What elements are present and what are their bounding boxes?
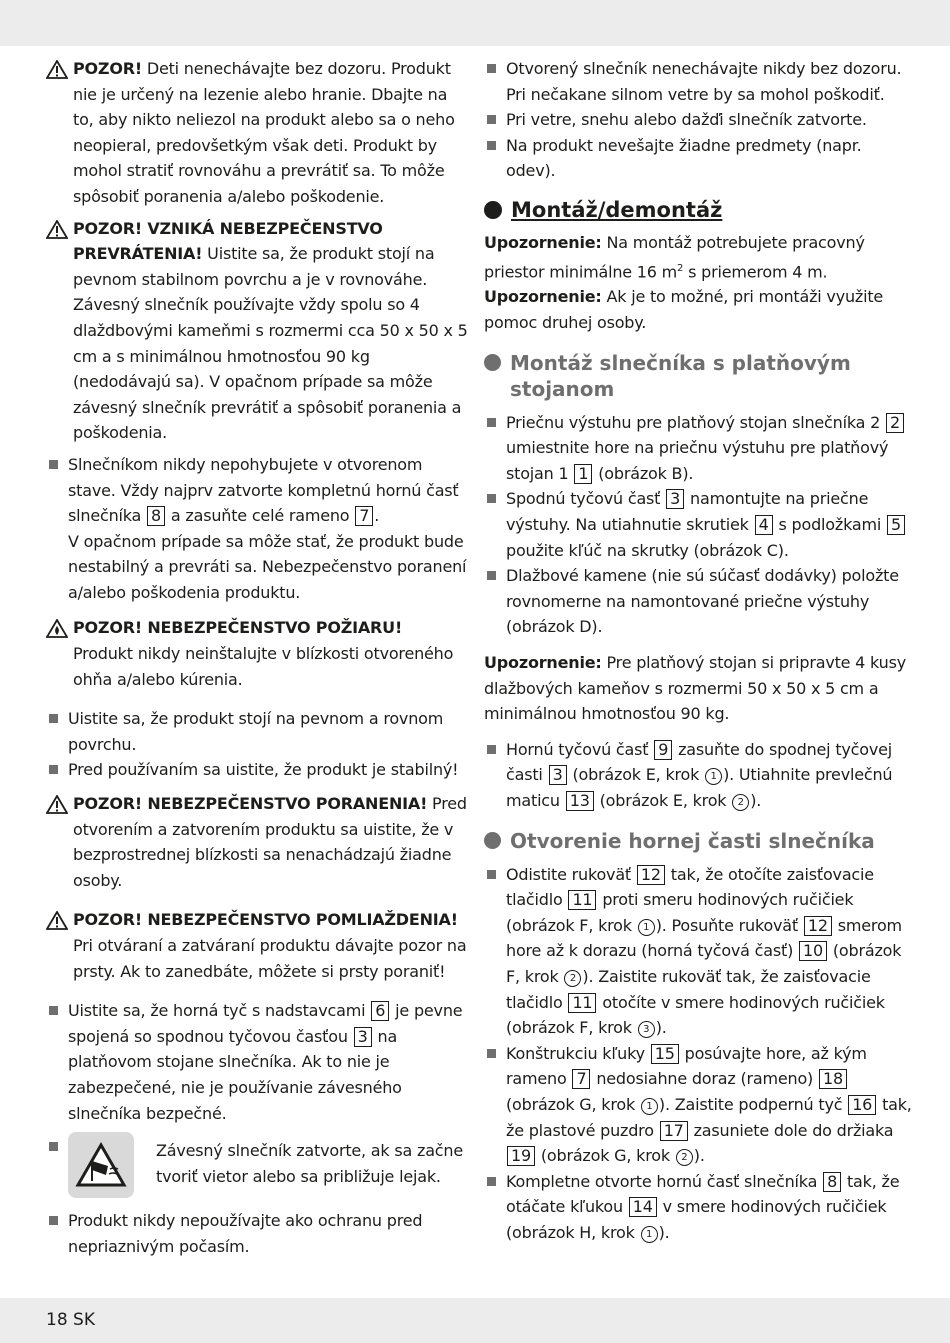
bullet-icon: [49, 1142, 58, 1151]
note: [484, 284, 914, 335]
part-number: 10: [799, 941, 827, 961]
part-number: 7: [355, 506, 373, 526]
step-number: 3: [638, 1021, 655, 1038]
text: (obrázok G, krok: [540, 1146, 670, 1166]
part-number: 1: [574, 464, 592, 484]
warning-title: POZOR! NEBEZPEČENSTVO POMLIAŽDENIA!: [73, 910, 458, 930]
text: s priemerom 4 m.: [683, 261, 828, 281]
list-item: [46, 998, 468, 1126]
step-number: 1: [641, 1098, 658, 1115]
text: ).: [655, 1018, 667, 1038]
text: tak, že plastové puzdro: [506, 1094, 912, 1140]
part-number: 3: [549, 765, 567, 785]
warning-tipping: [46, 216, 468, 446]
step-number: 2: [732, 794, 749, 811]
text: a zasuňte celé rameno: [170, 506, 350, 526]
warning-icon: [46, 795, 68, 814]
text: namontujte na priečne výstuhy. Na utiahnutie skrutiek: [506, 489, 869, 535]
step-number: 2: [564, 970, 581, 987]
text: Odistite rukoväť: [506, 864, 632, 884]
bullet-icon: [49, 765, 58, 774]
text: ). Zaistite podpernú tyč: [658, 1094, 843, 1114]
section-heading-assembly: [484, 198, 914, 222]
text: (obrázok B).: [598, 463, 694, 483]
list-item: [46, 757, 468, 783]
section-heading-base-assembly: [484, 350, 914, 402]
part-number: 12: [804, 916, 832, 936]
warning-title: POZOR!: [73, 59, 142, 78]
text: Hornú tyčovú časť: [506, 739, 649, 759]
bottom-band: [0, 1298, 950, 1343]
bullet-dot-icon: [484, 201, 502, 219]
text: otočíte v smere hodinových ručičiek (obrázok F, krok: [506, 992, 885, 1038]
note-label: Upozornenie:: [484, 653, 602, 673]
note-label: Upozornenie:: [484, 232, 602, 252]
wind-warning-sign-icon: [68, 1132, 134, 1198]
warning-title: POZOR! NEBEZPEČENSTVO POŽIARU!: [73, 618, 403, 638]
part-number: 11: [568, 993, 596, 1013]
list-item: [484, 1169, 914, 1246]
part-number: 4: [755, 515, 773, 535]
text: ).: [750, 790, 762, 810]
text: (obrázok E, krok: [572, 765, 700, 785]
note-label: Upozornenie:: [484, 287, 602, 307]
bullet-icon: [487, 115, 496, 124]
text: Na produkt nevešajte žiadne predmety (napr. odev).: [506, 135, 862, 181]
text: ).: [693, 1146, 705, 1166]
bullet-icon: [487, 571, 496, 580]
bullet-dot-icon: [484, 832, 501, 849]
bullet-icon: [487, 64, 496, 73]
text: Produkt nikdy nepoužívajte ako ochranu pred nepriaznivým počasím.: [68, 1211, 423, 1256]
text: Spodnú tyčovú časť: [506, 489, 661, 509]
left-column: [46, 56, 468, 1259]
text: umiestnite hore na priečnu výstuhu pre platňový stojan 1: [506, 438, 889, 483]
part-number: 18: [819, 1069, 847, 1089]
bullet-icon: [49, 460, 58, 469]
text: Slnečníkom nikdy nepohybujete v otvorenom stave. Vždy najprv zatvorte kompletnú hornú časť slnečníka: [68, 454, 459, 526]
part-number: 14: [629, 1197, 657, 1217]
heading-text: Montáž/demontáž: [511, 197, 723, 222]
text: V opačnom prípade sa môže stať, že produkt bude nestabilný a prevráti sa. Nebezpečenstvo poranení a/alebo poškodenia produktu.: [68, 531, 467, 602]
text: (obrázok E, krok: [599, 790, 727, 810]
part-number: 11: [568, 890, 596, 910]
text: (obrázok F, krok: [506, 941, 902, 986]
step-number: 2: [676, 1149, 693, 1166]
text: posúvajte hore, až kým rameno: [506, 1043, 867, 1089]
bullet-icon: [487, 870, 496, 879]
text: je pevne spojená so spodnou tyčovou časťou: [68, 1001, 463, 1046]
bullet-icon: [487, 1049, 496, 1058]
list-item: [484, 410, 914, 487]
text: použite kľúč na skrutky (obrázok C).: [506, 540, 789, 560]
bullet-dot-icon: [484, 354, 501, 371]
text: proti smeru hodinových ručičiek (obrázok F, krok: [506, 890, 854, 935]
list-item: [484, 862, 914, 1041]
text: .: [374, 506, 380, 526]
text: ). Utiahnite prevlečnú maticu: [506, 765, 893, 810]
bullet-icon: [487, 418, 496, 427]
text: tak, že otočíte zaisťovacie tlačidlo: [506, 864, 874, 910]
text: Kompletne otvorte hornú časť slnečníka: [506, 1171, 818, 1191]
fire-warning-icon: [46, 619, 68, 638]
text: ).: [658, 1222, 670, 1242]
text: Otvorený slnečník nenechávajte nikdy bez dozoru. Pri nečakane silnom vetre by sa mohol poškodiť.: [506, 59, 902, 104]
text: Pri vetre, snehu alebo dažďi slnečník zatvorte.: [506, 110, 867, 130]
text: Priečnu výstuhu pre platňový stojan slnečníka 2: [506, 412, 881, 432]
part-number: 6: [371, 1001, 389, 1021]
text: Na montáž potrebujete pracovný priestor minimálne 16 m: [484, 232, 865, 281]
bullet-icon: [487, 745, 496, 754]
list-item: [484, 563, 914, 640]
right-column: [484, 56, 914, 1245]
text: v smere hodinových ručičiek (obrázok H, krok: [506, 1197, 887, 1242]
note: [484, 230, 914, 285]
text: Dlažbové kamene (nie sú súčasť dodávky) položte rovnomerne na namontované priečne výstuhy (obrázok D).: [506, 566, 899, 637]
note: [484, 650, 914, 727]
part-number: 8: [823, 1172, 841, 1192]
text: Pred používaním sa uistite, že produkt je stabilný!: [68, 760, 459, 780]
warning-crushing: [46, 907, 468, 984]
warning-text: Deti nenechávajte bez dozoru. Produkt nie je určený na lezenie alebo hranie. Dbajte na to, aby nikto neliezol na produkt alebo sa o neho neopieral, predovšetkým však deti. Produkt by mohol stratiť rovnováhu a prevrátiť sa. To môže spôsobiť poranenia a/alebo poškodenie.: [73, 59, 455, 206]
text: nedosiahne doraz (rameno): [596, 1069, 814, 1089]
section-heading-opening: [484, 828, 914, 854]
warning-text: Produkt nikdy neinštalujte v blízkosti otvoreného ohňa a/alebo kúrenia.: [73, 644, 454, 689]
part-number: 5: [887, 515, 905, 535]
part-number: 9: [654, 740, 672, 760]
warning-injury: [46, 791, 468, 893]
text: Ak je to možné, pri montáži využite pomoc druhej osoby.: [484, 287, 884, 333]
part-number: 13: [566, 791, 594, 811]
warning-text: Uistite sa, že produkt stojí na pevnom stabilnom povrchu a je v rovnováhe. Závesný slnečník používajte vždy spolu so 4 dlaždbovými kameňmi s rozmermi cca 50 x 50 x 5 cm a s minimálnou hmotnosťou 90 kg (nedodávajú sa). V opačnom prípade sa môže závesný slnečník prevrátiť a spôsobiť poranenia a poškodenia.: [73, 244, 468, 443]
text: Pre platňový stojan si pripravte 4 kusy dlažbových kameňov s rozmermi 50 x 50 x 5 cm a minimálnou hmotnosťou 90 kg.: [484, 653, 906, 724]
warning-title: POZOR! VZNIKÁ NEBEZPEČENSTVO PREVRÁTENIA!: [73, 218, 383, 264]
list-item: [484, 107, 914, 133]
warning-icon: [46, 60, 68, 79]
list-item: [484, 486, 914, 563]
warning-children: [46, 56, 468, 210]
text: (obrázok G, krok: [506, 1094, 636, 1114]
text: ). Posuňte rukoväť: [655, 915, 798, 935]
warning-text: Pred otvorením a zatvorením produktu sa uistite, že v bezprostrednej blízkosti sa nenachádzajú žiadne osoby.: [73, 794, 467, 890]
superscript: 2: [677, 262, 684, 274]
list-item: [46, 452, 468, 606]
text: ). Zaistite rukoväť tak, že zaisťovacie tlačidlo: [506, 966, 871, 1012]
text: smerom hore až k dorazu (horná tyčová časť): [506, 915, 902, 961]
text: Uistite sa, že horná tyč s nadstavcami: [68, 1001, 366, 1021]
part-number: 3: [354, 1027, 372, 1047]
text: s podložkami: [778, 515, 882, 535]
top-band: [0, 0, 950, 46]
part-number: 16: [848, 1095, 876, 1115]
part-number: 2: [886, 413, 904, 433]
text: tak, že otáčate kľukou: [506, 1171, 900, 1217]
part-number: 8: [147, 506, 165, 526]
heading-text: Otvorenie hornej časti slnečníka: [510, 828, 875, 853]
heading-text: Montáž slnečníka s platňovým stojanom: [510, 350, 851, 401]
list-item: [46, 1208, 468, 1259]
step-number: 1: [705, 768, 722, 785]
bullet-icon: [49, 1006, 58, 1015]
warning-icon: [46, 911, 68, 930]
bullet-icon: [487, 1177, 496, 1186]
page-number: 18 SK: [46, 1310, 95, 1330]
part-number: 19: [507, 1146, 535, 1166]
bullet-icon: [487, 141, 496, 150]
text: zasuňte do spodnej tyčovej časti: [506, 739, 893, 785]
step-number: 1: [641, 1226, 658, 1243]
bullet-icon: [49, 1216, 58, 1225]
bullet-icon: [487, 494, 496, 503]
warning-title: POZOR! NEBEZPEČENSTVO PORANENIA!: [73, 794, 428, 814]
list-item: [46, 706, 468, 757]
bullet-icon: [49, 714, 58, 723]
text: Konštrukciu kľuky: [506, 1043, 645, 1063]
text: na platňovom stojane slnečníka. Ak to nie je zabezpečené, nie je používanie závesného slnečníka bezpečné.: [68, 1026, 402, 1123]
warning-icon: [46, 220, 68, 239]
list-item: [484, 737, 914, 814]
list-item: [484, 1041, 914, 1169]
step-number: 1: [638, 919, 655, 936]
part-number: 15: [651, 1044, 679, 1064]
text: zasuniete dole do držiaka: [693, 1120, 894, 1140]
list-item: [484, 133, 914, 184]
part-number: 3: [666, 489, 684, 509]
warning-fire: [46, 615, 468, 692]
part-number: 17: [660, 1121, 688, 1141]
list-item: [46, 1134, 468, 1198]
part-number: 7: [572, 1069, 590, 1089]
part-number: 12: [637, 865, 665, 885]
warning-text: Pri otváraní a zatváraní produktu dávajte pozor na prsty. Ak to zanedbáte, môžete si prsty poraniť!: [73, 936, 467, 981]
text: Závesný slnečník zatvorte, ak sa začne tvoriť vietor alebo sa približuje lejak.: [156, 1141, 463, 1186]
list-item: [484, 56, 914, 107]
text: Uistite sa, že produkt stojí na pevnom a rovnom povrchu.: [68, 709, 444, 754]
